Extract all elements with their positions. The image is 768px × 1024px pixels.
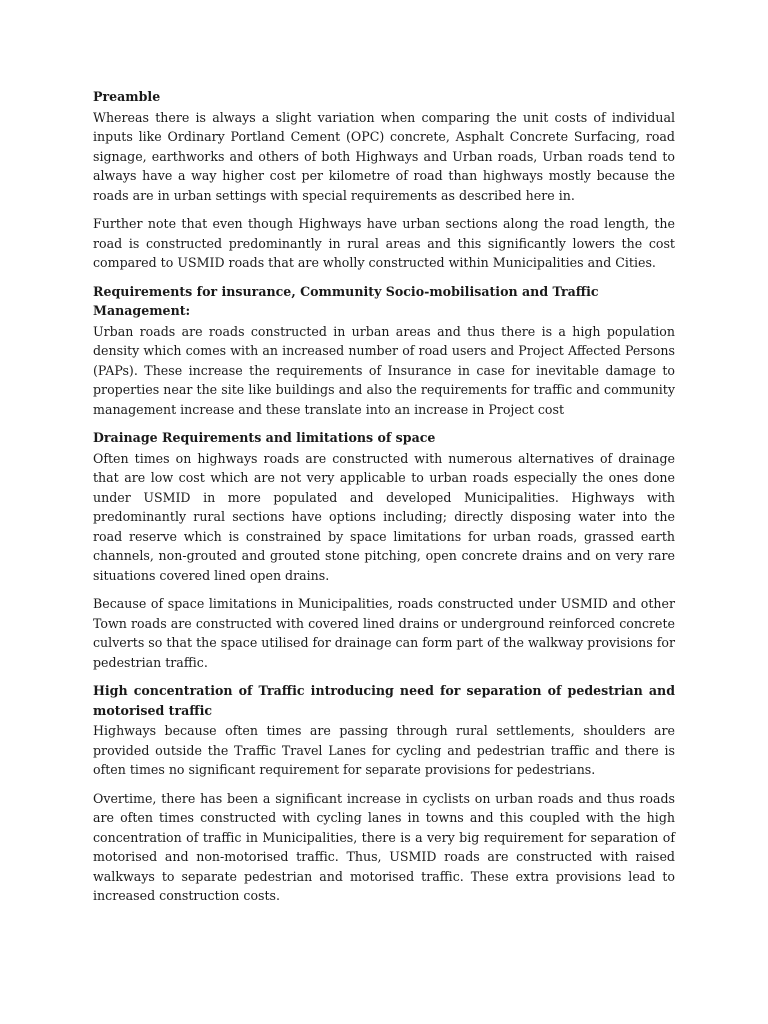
drainage-heading: Drainage Requirements and limitations of space xyxy=(93,430,436,445)
preamble-heading: Preamble xyxy=(93,89,161,104)
drainage-paragraph-1: Often times on highways roads are constructed with numerous alternatives of drainage that are low cost which are not very applicable to urban roads especially the ones done under USMID in more populated and developed Municipalities. Highways with predominantly rural sections have options including; directly disposing water into the road reserve which is constrained by space limitations for urban roads, grassed earth channels, non-grouted and grouted stone pitching, open concrete drains and on very rare situations covered lined open drains. xyxy=(93,450,675,583)
preamble-paragraph-2: Further note that even though Highways have urban sections along the road length, the road is constructed predominantly in rural areas and this significantly lowers the cost compared to USMID roads that are wholly constructed within Municipalities and Cities. xyxy=(93,216,675,270)
preamble-paragraph-1: Whereas there is always a slight variation when comparing the unit costs of individual inputs like Ordinary Portland Cement (OPC) concrete, Asphalt Concrete Surfacing, road signage, earthworks and others of both Highways and Urban roads, Urban roads tend to always have a way higher cost per kilometre of road than highways mostly because the roads are in urban settings with special requirements as described here in. xyxy=(93,109,675,203)
traffic-paragraph-2: Overtime, there has been a significant increase in cyclists on urban roads and thus roads are often times constructed with cycling lanes in towns and this coupled with the high concentration of traffic in Municipalities, there is a very big requirement for separation of motorised and non-motorised traffic. Thus, USMID roads are constructed with raised walkways to separate pedestrian and motorised traffic. These extra provisions lead to increased construction costs. xyxy=(93,790,675,903)
insurance-paragraph-1: Urban roads are roads constructed in urban areas and thus there is a high population density which comes with an increased number of road users and Project Affected Persons (PAPs). These increase the requirements of Insurance in case for inevitable damage to properties near the site like buildings and also the requirements for traffic and community management increase and these translate into an increase in Project cost xyxy=(93,323,675,417)
insurance-heading: Requirements for insurance, Community Socio-mobilisation and Traffic Management: xyxy=(93,283,599,318)
drainage-paragraph-2: Because of space limitations in Municipalities, roads constructed under USMID and other Town roads are constructed with covered lined drains or underground reinforced concrete culverts so that the space utilised for drainage can form part of the walkway provisions for pedestrian traffic. xyxy=(93,596,676,670)
traffic-paragraph-1: Highways because often times are passing through rural settlements, shoulders are provided outside the Traffic Travel Lanes for cycling and pedestrian traffic and there is often times no significant requirement for separate provisions for pedestrians. xyxy=(93,723,675,777)
traffic-heading: High concentration of Traffic introducing need for separation of pedestrian and motorised traffic xyxy=(93,683,675,718)
